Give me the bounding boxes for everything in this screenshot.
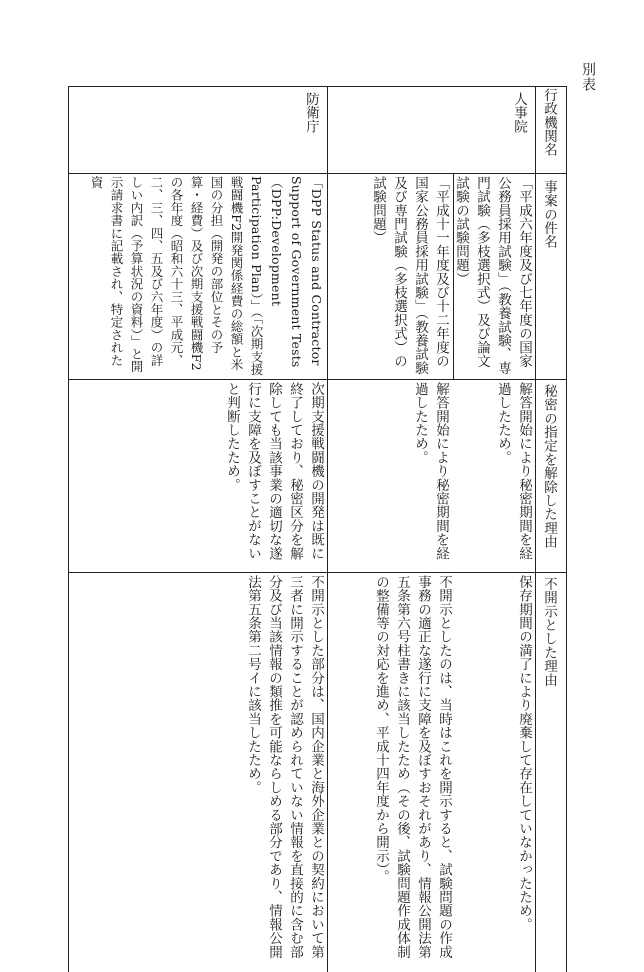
table-top-border <box>68 86 566 87</box>
table-left-border <box>68 86 69 972</box>
header-row-divider <box>68 173 566 174</box>
case-column-divider <box>68 379 566 380</box>
page-label: 別表 <box>580 62 596 92</box>
agency-name: 人事院 <box>511 92 527 134</box>
case-title: 「平成十一年度及び十二年度の国家公務員採用試験」（教養試験及び専門試験（多枝選択式）の試験問題） <box>370 176 449 375</box>
nondisclosure-reason: 不開示とした部分は、国内企業と海外企業との契約において第三者に開示することが認められていない情報を直接的に含む部分及び当該情報の類推を可能ならしめる部分であり、情報公開法第五条第二号イに該当したため。 <box>245 575 324 959</box>
nondisclosure-reason: 不開示としたのは、当時はこれを開示すると、試験問題の作成事務の適正な遂行に支障を及ぼすおそれがあり、情報公開法第五条第六号柱書きに該当したため（その後、試験問題作成体制の整備等の対応を進め、平成十四年度から開示）。 <box>373 575 452 959</box>
declass-reason: 解答開始により秘密期間を経過したため。 <box>412 382 449 561</box>
agency-name: 防衛庁 <box>303 92 319 134</box>
row-divider-agency <box>327 86 328 972</box>
nondisclosure-reason: 保存期間の満了により廃棄して存在していなかったため。 <box>516 575 532 932</box>
table-right-border <box>566 86 567 972</box>
case-title: 「平成六年度及び七年度の国家公務員採用試験」（教養試験、専門試験（多枝選択式）及び論文試験の試験問題） <box>453 176 532 375</box>
header-agency: 行政機関名 <box>541 88 557 157</box>
case-title: 「DPP Status and Contractor Support of Government Tests（DPP:Development Participation Plan）」（「次期支援戦闘機F2開発関係経費の総額と米国の分担（開発の部位とその予算・経費）及び次期支援戦闘機F2の各年度（昭和六十三、平成元、二、三、四、五及び六年度）の詳しい内訳（予算状況の資料）」と開示請求書に記載され、特定された資 <box>89 176 324 376</box>
declass-reason: 解答開始により秘密期間を経過したため。 <box>495 382 532 561</box>
header-declass-reason: 秘密の指定を解除した理由 <box>541 384 557 549</box>
header-case: 事案の件名 <box>541 180 557 249</box>
declass-reason: 次期支援戦闘機の開発は既に終了しており、秘密区分を解除しても当該事業の適切な遂行に支障を及ぼすことがないと判断したため。 <box>224 382 324 561</box>
header-nondisclosure-reason: 不開示とした理由 <box>541 577 557 687</box>
reason-column-divider <box>68 572 566 573</box>
header-column-divider <box>535 86 536 972</box>
